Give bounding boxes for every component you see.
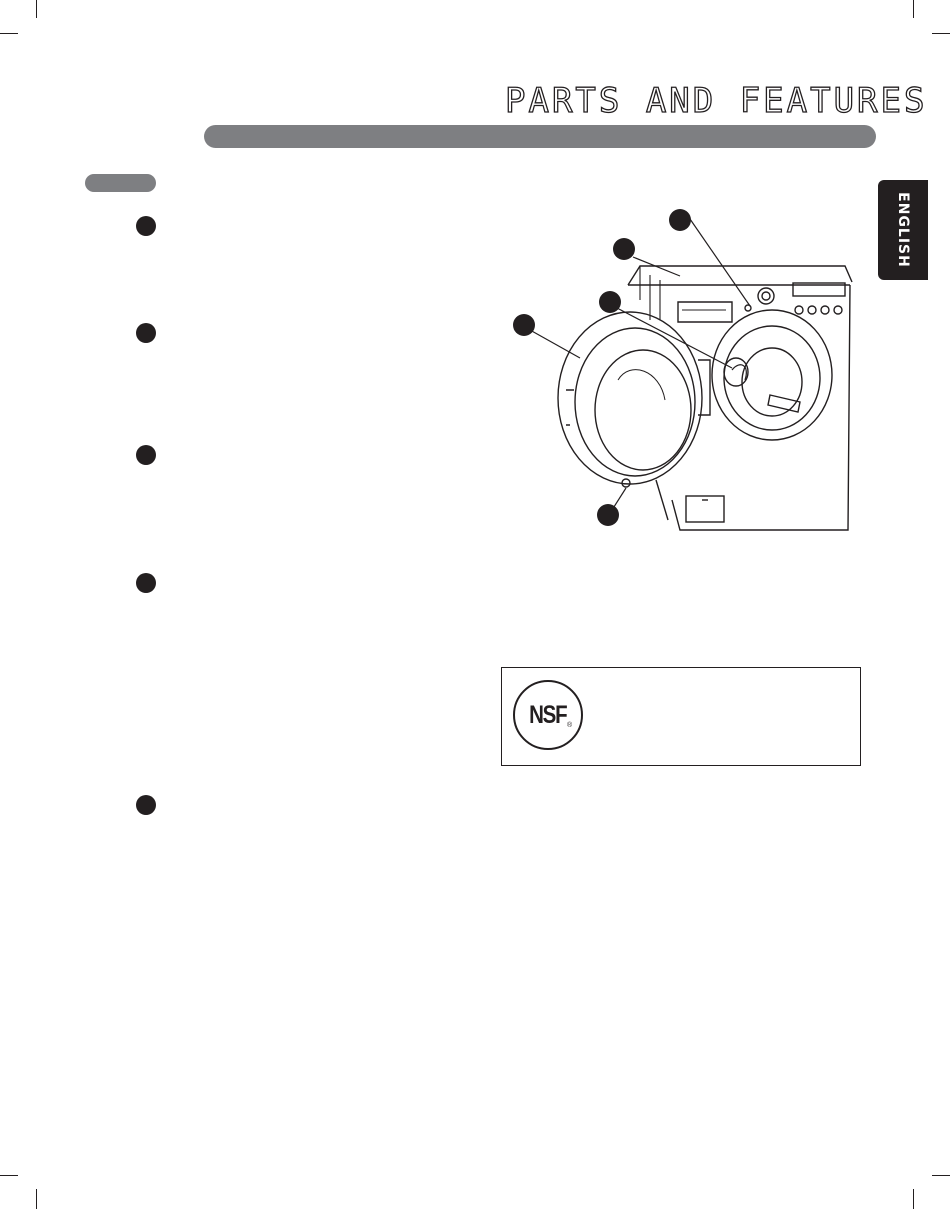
language-tab-label: ENGLISH xyxy=(895,192,911,268)
crop-mark xyxy=(36,1189,37,1209)
crop-mark xyxy=(913,0,914,18)
crop-mark xyxy=(932,33,950,34)
crop-mark xyxy=(0,1175,18,1176)
item-marker xyxy=(136,445,156,465)
washer-illustration xyxy=(500,200,880,540)
page-title xyxy=(503,78,928,124)
item-marker xyxy=(136,573,156,593)
nsf-logo xyxy=(513,680,583,750)
nsf-logo-text: NSF xyxy=(529,700,567,729)
crop-mark xyxy=(36,0,37,18)
crop-mark xyxy=(0,33,18,34)
crop-mark xyxy=(913,1189,914,1209)
item-marker xyxy=(136,323,156,343)
item-marker xyxy=(136,216,156,236)
language-tab xyxy=(878,180,928,280)
item-marker xyxy=(136,795,156,815)
crop-mark xyxy=(932,1175,950,1176)
section-heading-pill xyxy=(85,174,156,192)
page-title-text: PARTS AND FEATURES xyxy=(505,81,928,121)
title-bar xyxy=(204,125,876,148)
nsf-registered-mark: ® xyxy=(567,722,573,729)
nsf-certification-box xyxy=(501,667,861,766)
